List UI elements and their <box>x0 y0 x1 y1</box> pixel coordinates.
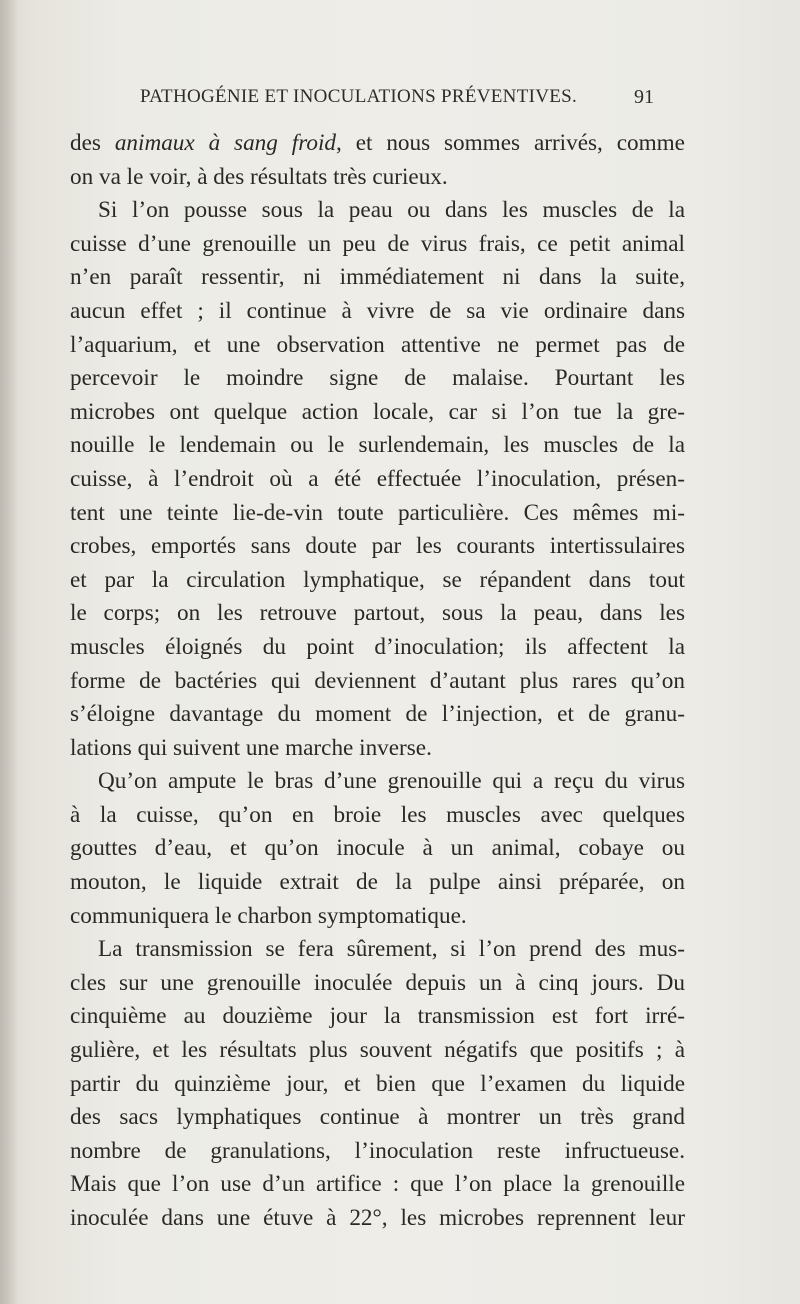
running-head: PATHOGÉNIE ET INOCULATIONS PRÉVENTIVES. <box>140 86 578 107</box>
text-line: s’éloigne davantage du moment de l’injection, et de granu- <box>70 701 685 728</box>
text-line: le corps; on les retrouve partout, sous la peau, dans les <box>70 600 685 627</box>
text-line: cuisse d’une grenouille un peu de virus frais, ce petit animal <box>70 230 685 257</box>
text-line: tent une teinte lie-de-vin toute particulière. Ces mêmes mi- <box>70 499 685 526</box>
text-line: Mais que l’on use d’un artifice : que l’on place la grenouille <box>70 1171 685 1198</box>
text-line: communiquera le charbon symptomatique. <box>70 902 467 929</box>
body-text <box>70 127 685 1236</box>
text-line: cinquième au douzième jour la transmission est fort irré- <box>70 1003 685 1030</box>
text-line: forme de bactéries qui deviennent d’autant plus rares qu’on <box>70 667 685 694</box>
paragraph-start-line: Qu’on ampute le bras d’une grenouille qui a reçu du virus <box>98 768 685 795</box>
emphasis-text: animaux à sang froid <box>114 130 336 156</box>
text-line: gulière, et les résultats plus souvent négatifs que positifs ; à <box>70 1037 685 1064</box>
paragraph-start-line: La transmission se fera sûrement, si l’on prend des mus- <box>98 936 685 963</box>
page-gutter-shadow <box>0 0 18 1304</box>
text-line: partir du quinzième jour, et bien que l’examen du liquide <box>70 1070 685 1097</box>
text-line: percevoir le moindre signe de malaise. Pourtant les <box>70 365 685 392</box>
text-line: cles sur une grenouille inoculée depuis un à cinq jours. Du <box>70 969 685 996</box>
text-line: l’aquarium, et une observation attentive ne permet pas de <box>70 331 685 358</box>
text-line: inoculée dans une étuve à 22°, les microbes reprennent leur <box>70 1205 685 1231</box>
text-line: n’en paraît ressentir, ni immédiatement ni dans la suite, <box>70 264 685 291</box>
text-line: des animaux à sang froid, et nous sommes arrivés, comme <box>70 130 685 156</box>
text-line: cuisse, à l’endroit où a été effectuée l’inoculation, présen- <box>70 465 685 492</box>
text-line: et par la circulation lymphatique, se répandent dans tout <box>70 566 685 593</box>
text-line: des sacs lymphatiques continue à montrer un très grand <box>70 1104 685 1131</box>
text-line: microbes ont quelque action locale, car si l’on tue la gre- <box>70 398 685 425</box>
paragraph-start-line: Si l’on pousse sous la peau ou dans les muscles de la <box>98 197 685 224</box>
text-line: mouton, le liquide extrait de la pulpe ainsi préparée, on <box>70 869 685 896</box>
text-line: on va le voir, à des résultats très curieux. <box>70 163 448 190</box>
text-line: nouille le lendemain ou le surlendemain, les muscles de la <box>70 432 685 459</box>
text-line: gouttes d’eau, et qu’on inocule à un animal, cobaye ou <box>70 835 685 862</box>
text-line: muscles éloignés du point d’inoculation; ils affectent la <box>70 633 685 660</box>
text-line: à la cuisse, qu’on en broie les muscles avec quelques <box>70 801 685 828</box>
text-line: aucun effet ; il continue à vivre de sa vie ordinaire dans <box>70 297 685 324</box>
page-number: 91 <box>634 86 654 108</box>
text-line: crobes, emportés sans doute par les courants intertissulaires <box>70 533 685 560</box>
text-line: lations qui suivent une marche inverse. <box>70 734 432 761</box>
text-line: nombre de granulations, l’inoculation reste infructueuse. <box>70 1137 685 1164</box>
